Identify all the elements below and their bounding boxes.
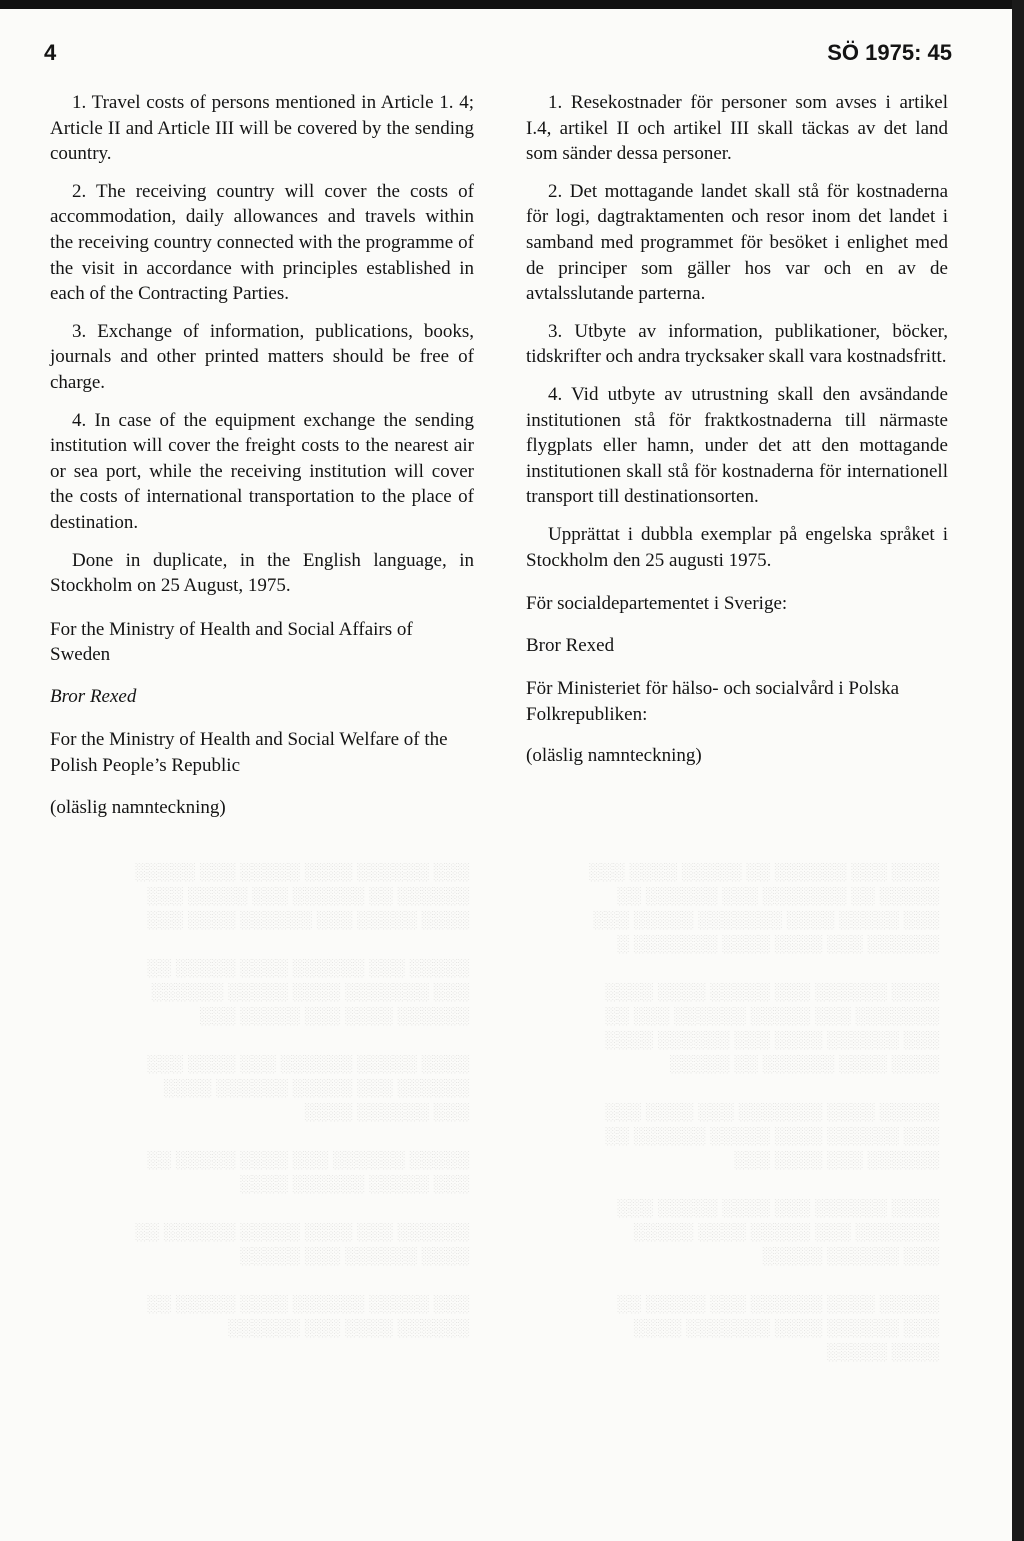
bleed-through-column-right: ░░░ ░░░░░░ ░░░░ ░░░░░ ░░░ ░░░░░ ░░░░░░ ░░ ░░░░░░ ░░░ ░░░░░ ░░░ ░░░░ ░░░░░ ░░░ ░░░░░░ ░░░░ ░░░ ░░░░░ ░░░ ░░░░░░ ░░░░ ░░░░░ ░░ ░░░ ░░░░░░░ ░░░░ ░░░░░ ░░░░░░ ░░░░░░ ░░░░ ░░░ ░░░░░ ░░░ ░░░░ ░░░░░ ░░░░░░ ░░░ ░░░░ ░░░ ░░░░░░ ░░░ ░░░░░ ░░░░░░ ░░░░ ░░░ ░░░░░░ ░░░░ ░░░░░ ░░░░░░ ░░░ ░░░░ ░░░░░ ░░ ░░░ ░░░░░ ░░░░░░ ░░░░ ░░░░░░ ░░░ ░░░░ ░░░░░ ░░░░░░ ░░ ░░░░ ░░░░░░ ░░░ ░░░░░ ░░░ ░░░░░ ░░░░░░ ░░░░ ░░░░░ ░░ ░░░░░░ ░░░░ ░░░ ░░░░░░ [135,862,470,1337]
page-number: 4 [44,40,57,65]
right-scan-edge [1012,0,1024,1541]
swedish-done-statement: Upprättat i dubbla exemplar på engelska språket i Stockholm den 25 augusti 1975. [526,523,948,571]
english-column [50,90,474,820]
swedish-paragraph-2: 2. Det mottagande landet skall stå för kostnaderna för logi, dagtraktamenten och resor inom det landet i samband med programmet för besöket i enlighet med de principer som gäller hos var och en av de avtalsslutande parterna. [526,180,948,305]
swedish-paragraph-1: 1. Resekostnader för personer som avses i artikel I.4, artikel II och artikel III skall täckas av det land som sänder dessa personer. [526,92,948,165]
english-signatory-2-heading: For the Ministry of Health and Social Welfare of the Polish People’s Republic [50,729,448,777]
bleed-through-texture [60,860,940,1420]
english-done-statement: Done in duplicate, in the English language, in Stockholm on 25 August, 1975. [50,549,474,597]
english-paragraph-1: 1. Travel costs of persons mentioned in Article 1. 4; Article II and Article III will be covered by the sending country. [50,92,474,165]
swedish-signatory-2-name: (oläslig namnteckning) [526,745,702,767]
swedish-paragraph-3: 3. Utbyte av information, publikationer, böcker, tidskrifter och andra trycksaker skall vara kostnadsfritt. [526,320,948,368]
top-border [0,0,1024,9]
english-signatory-2-name: (oläslig namnteckning) [50,796,226,818]
english-signatory-1-name: Bror Rexed [50,685,137,707]
swedish-column [526,90,948,769]
english-paragraph-4: 4. In case of the equipment exchange the sending institution will cover the freight costs to the nearest air or sea port, while the receiving institution will cover the costs of international transportation to the place of destination. [50,409,474,533]
english-paragraph-2: 2. The receiving country will cover the costs of accommodation, daily allowances and travels within the receiving country connected with the programme of the visit in accordance with principles established in each of the Contracting Parties. [50,180,474,305]
english-signatory-1-heading: For the Ministry of Health and Social Affairs of Sweden [50,618,413,666]
swedish-signatory-2-heading: För Ministeriet för hälso- och socialvård i Polska Folkrepubliken: [526,678,900,725]
swedish-signatory-1-heading: För socialdepartementet i Sverige: [526,593,788,615]
bleed-through-column-left: ░░░░ ░░░ ░░░░░░ ░░ ░░░░░ ░░░░ ░░░ ░░░░░ ░░ ░░░░░░░ ░░░ ░░░░░░ ░░ ░░░ ░░░░░ ░░░░ ░░░░░░░ ░░░░░ ░░░ ░░░░░░ ░░░ ░░░░ ░░░░ ░░░░░░░ ░ ░░░░ ░░░░░░ ░░░ ░░░░░ ░░░░ ░░░░ ░░░░░░░ ░░░ ░░░░░ ░░░░░░ ░░░ ░░ ░░░ ░░░░░░ ░░░░ ░░░ ░░░░░░ ░░░░ ░░░░ ░░░░ ░░░░░░ ░░ ░░░░░ ░░░░░ ░░░░ ░░░░░░░ ░░░ ░░░░ ░░░ ░░░ ░░░░░░ ░░░░ ░░░░░ ░░░░░░ ░░ ░░░░░░ ░░░ ░░░░ ░░░ ░░░░ ░░░░░░ ░░░ ░░░░ ░░░░░ ░░░ ░░░░░░░ ░░░ ░░░░░ ░░░░ ░░░░░ ░░░ ░░░░░░ ░░░░░ ░░░░░ ░░░░ ░░░░░░ ░░░ ░░░░░ ░░ ░░░ ░░░░░░ ░░░░ ░░░░░░░ ░░░░ ░░░░ ░░░░░ [589,862,940,1361]
swedish-paragraph-4: 4. Vid utbyte av utrustning skall den avsändande institutionen stå för fraktkostnaderna till närmaste flygplats eller hamn, under det att den mottagande institutionen skall stå för kostnaderna för internationell transport till destinationsorten. [526,383,948,508]
english-paragraph-3: 3. Exchange of information, publications, books, journals and other printed matters should be free of charge. [50,320,474,393]
swedish-signatory-1-name: Bror Rexed [526,634,615,656]
document-reference: SÖ 1975: 45 [827,40,952,65]
